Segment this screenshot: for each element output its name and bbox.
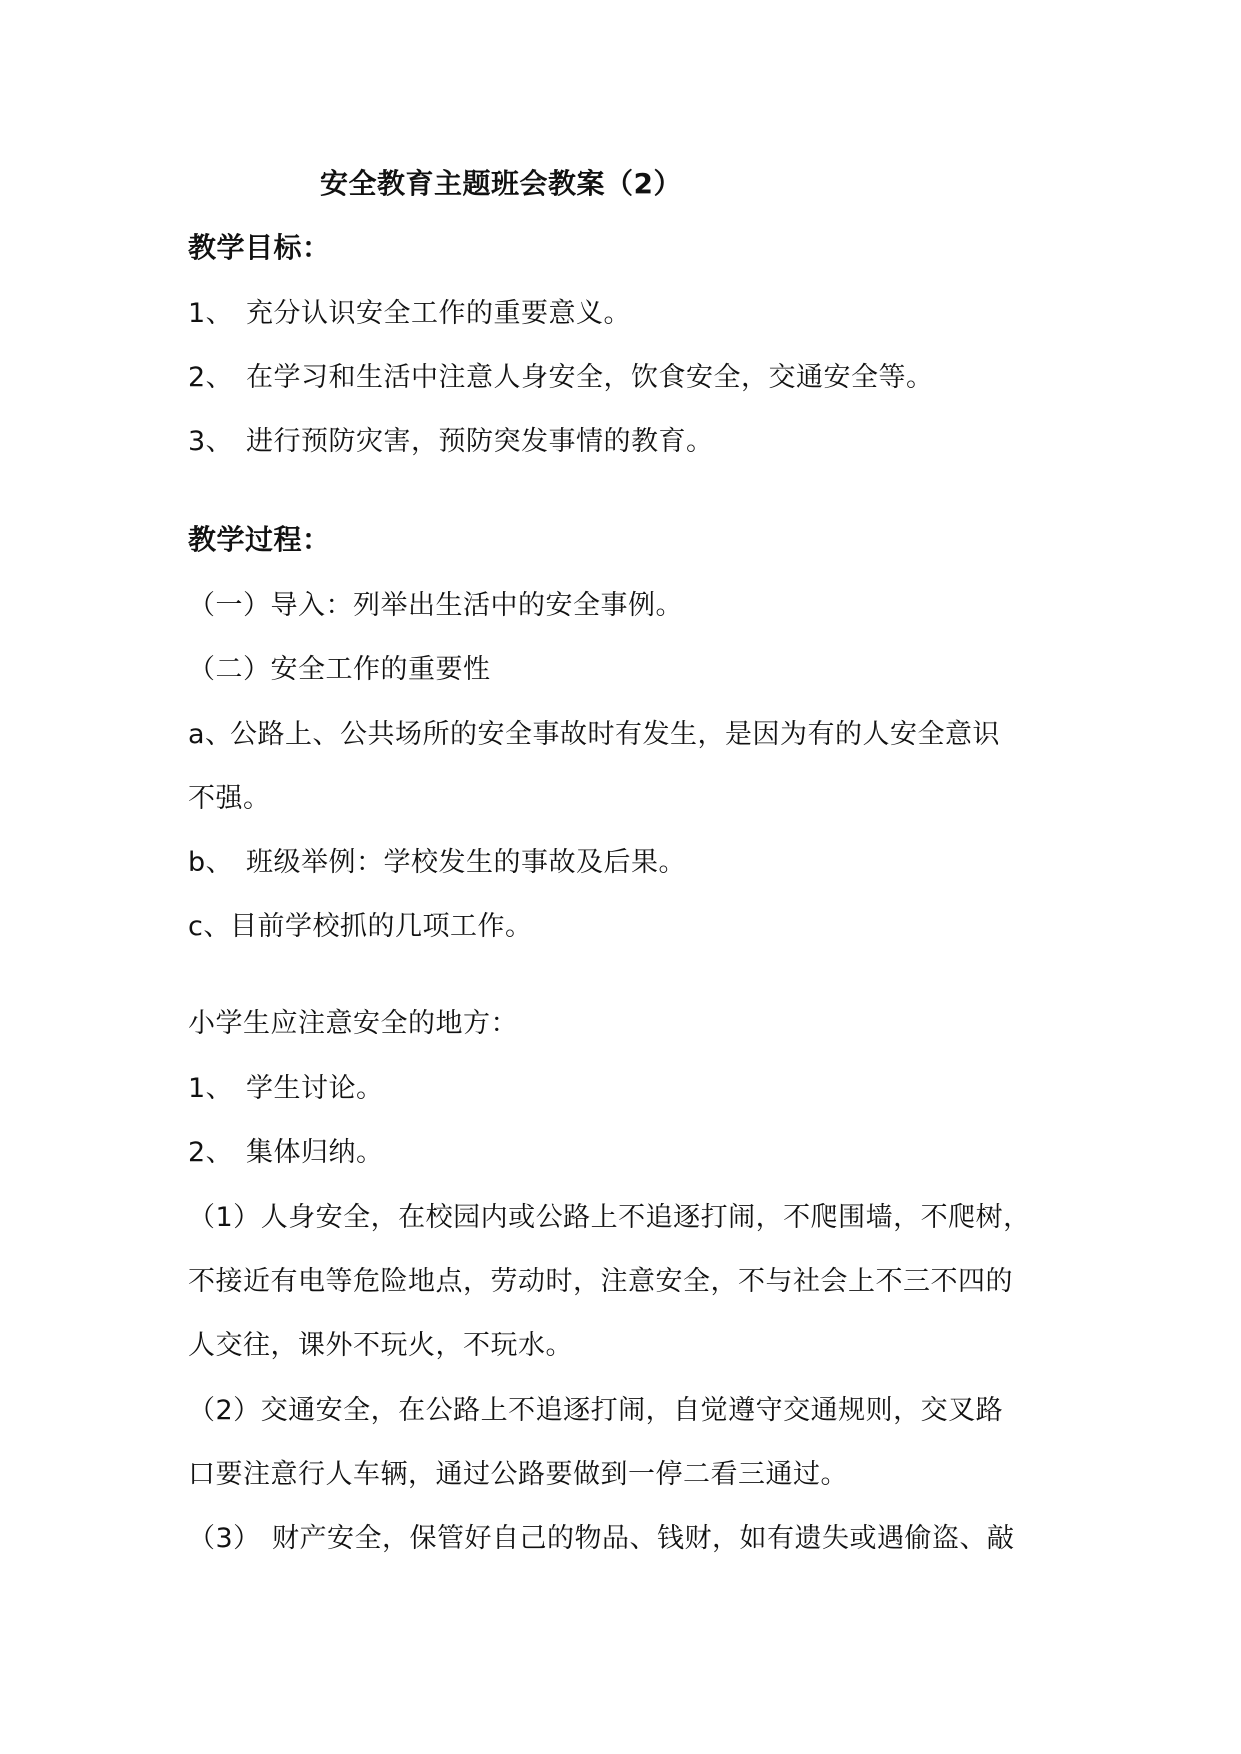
- places-step: [188, 1135, 384, 1171]
- point-text: 公路上、公共场所的安全事故时有发生，是因为有的人安全意识: [230, 719, 1000, 750]
- detail-text: 交通安全，在公路上不追逐打闹，自觉遵守交通规则，交叉路: [260, 1395, 1004, 1426]
- objective-number: 3、: [188, 426, 234, 457]
- detail-item: [188, 1521, 1015, 1557]
- detail-number: （2）: [188, 1395, 261, 1426]
- objective-number: 1、: [188, 298, 234, 329]
- point-text: 班级举例：学校发生的事故及后果。: [246, 847, 686, 878]
- objective-item: [188, 296, 631, 332]
- objective-text: 进行预防灾害，预防突发事情的教育。: [246, 426, 714, 457]
- process-heading: 教学过程：: [188, 523, 331, 556]
- importance-point-continuation: 不强。: [188, 783, 271, 814]
- point-letter: b、: [188, 847, 234, 878]
- objective-text: 在学习和生活中注意人身安全，饮食安全，交通安全等。: [246, 362, 934, 393]
- detail-number: （3）: [188, 1523, 261, 1554]
- detail-item: [188, 1393, 1003, 1429]
- process-importance: （二）安全工作的重要性: [188, 654, 491, 685]
- detail-text: 人身安全，在校园内或公路上不追逐打闹，不爬围墙，不爬树，: [260, 1202, 1031, 1233]
- importance-point: [188, 845, 686, 881]
- step-text: 集体归纳。: [246, 1137, 384, 1168]
- step-number: 1、: [188, 1073, 234, 1104]
- objective-text: 充分认识安全工作的重要意义。: [246, 298, 631, 329]
- process-intro: （一）导入：列举出生活中的安全事例。: [188, 590, 683, 621]
- objectives-heading: 教学目标：: [188, 231, 331, 264]
- objective-item: [188, 360, 934, 396]
- importance-point: [188, 909, 533, 945]
- places-heading: 小学生应注意安全的地方：: [188, 1008, 518, 1039]
- importance-point: [188, 717, 1000, 753]
- document-title: 安全教育主题班会教案（2）: [320, 167, 682, 200]
- point-text: 目前学校抓的几项工作。: [230, 911, 533, 942]
- places-step: [188, 1071, 384, 1107]
- detail-number: （1）: [188, 1202, 261, 1233]
- detail-continuation: 不接近有电等危险地点，劳动时，注意安全，不与社会上不三不四的: [188, 1266, 1013, 1297]
- step-text: 学生讨论。: [246, 1073, 384, 1104]
- step-number: 2、: [188, 1137, 234, 1168]
- objective-number: 2、: [188, 362, 234, 393]
- detail-item: [188, 1200, 1031, 1236]
- detail-text: 财产安全，保管好自己的物品、钱财，如有遗失或遇偷盗、敲: [272, 1523, 1015, 1554]
- detail-continuation: 口要注意行人车辆，通过公路要做到一停二看三通过。: [188, 1459, 848, 1490]
- detail-continuation: 人交往，课外不玩火，不玩水。: [188, 1330, 573, 1361]
- point-letter: c、: [188, 911, 231, 942]
- point-letter: a、: [188, 719, 233, 750]
- objective-item: [188, 424, 714, 460]
